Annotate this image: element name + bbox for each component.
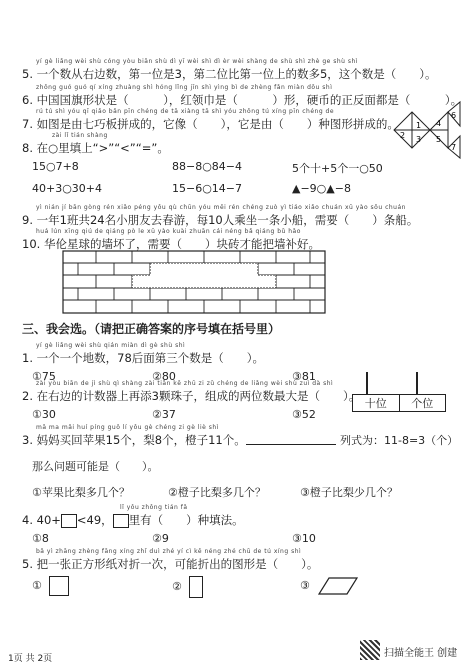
choice-question-4 — [22, 512, 244, 528]
svg-text:3: 3 — [416, 135, 422, 144]
rectangle-shape — [189, 576, 203, 598]
q6-pinyin: zhōng guó guó qí xíng zhuàng shì hóng lǐng jīn shì yìng bì de zhèng fǎn miàn dōu shì — [36, 84, 333, 91]
c3-option: ①苹果比梨多几个？ — [32, 486, 130, 499]
c2-option: ①30 — [32, 408, 56, 421]
c4-option: ②9 — [152, 532, 169, 545]
c4-text-a: 4. 40+ — [22, 513, 61, 527]
q5-pinyin: yí gè liǎng wèi shù cóng yòu biān shù dì yī wèi shì dì èr wèi shàng de shù shì zhè ge shù shì — [36, 58, 358, 65]
c3-pinyin: mā ma mǎi huí píng guǒ lí yǒu gè chéng zi gè liè shì — [36, 424, 219, 431]
question-6: 6. 中国国旗形状是（ ），红领巾是（ ）形，硬币的正反面都是（ ）。 — [22, 93, 463, 107]
c5-option — [172, 576, 203, 598]
c4-option: ①8 — [32, 532, 49, 545]
c3-option: ②橙子比梨多几个？ — [168, 486, 266, 499]
blank-box — [113, 514, 129, 528]
c1-pinyin: yí gè liǎng wèi shù qián miàn dì gè shù shì — [36, 342, 186, 349]
abacus-ones-label: 个位 — [411, 397, 434, 410]
q10-pinyin: huá lún xīng qiú de qiáng pò le xū yào kuài zhuān cái néng bǎ qiáng bǔ hǎo — [36, 228, 301, 235]
scanner-brand: 扫描全能王 创建 — [384, 648, 458, 659]
svg-text:7: 7 — [451, 143, 457, 152]
c2-option: ③52 — [292, 408, 316, 421]
q8-pinyin: zài lǐ tián shàng — [52, 132, 108, 139]
c5-option — [300, 576, 359, 596]
q8-item: ▲−9○▲−8 — [292, 182, 351, 195]
c3-formula: 列式为：11-8=3（个） — [340, 434, 459, 447]
c4-pinyin: lǐ yǒu zhǒng tián fǎ — [120, 504, 188, 511]
abacus-counter — [352, 372, 446, 412]
page-number: 1页 共 2页 — [8, 654, 53, 664]
question-9: 9. 一年1班共24名小朋友去春游，每10人乘坐一条小船，需要（ ）条船。 — [22, 213, 419, 227]
choice-question-5: 5. 把一张正方形纸对折一次，可能折出的图形是（ ）。 — [22, 557, 319, 571]
q8-item: 40+3○30+4 — [32, 182, 103, 195]
q8-item: 88−8○84−4 — [172, 160, 243, 173]
question-5: 5. 一个数从右边数，第一位是3，第二位比第一位上的数多5，这个数是（ ）。 — [22, 67, 437, 81]
c5-option-label: ② — [172, 580, 182, 593]
c1-option: ③81 — [292, 370, 316, 383]
svg-text:6: 6 — [451, 111, 457, 120]
c4-text-c: 里有（ ）种填法。 — [128, 513, 244, 527]
c5-option-label: ③ — [300, 579, 310, 592]
qr-code-icon — [360, 640, 380, 660]
c1-option: ①75 — [32, 370, 56, 383]
section-3-title: 三、我会选。（请把正确答案的序号填在括号里） — [22, 322, 281, 336]
question-7: 7. 如图是由七巧板拼成的，它像（ ），它是由（ ）种图形拼成的。 — [22, 117, 399, 131]
svg-text:2: 2 — [400, 131, 406, 140]
c1-option: ②80 — [152, 370, 176, 383]
choice-question-3: 3. 妈妈买回苹果15个，梨8个，橙子11个。 — [22, 433, 246, 447]
square-shape — [49, 576, 69, 596]
abacus-tens-label: 十位 — [353, 395, 400, 411]
q9-pinyin: yì nián jí bān gòng rén xiǎo péng yǒu qù chūn yóu měi rén chéng zuò yì tiáo xiǎo chuán xū yào sōu chuán — [36, 204, 406, 211]
svg-text:4: 4 — [436, 119, 442, 128]
c2-option: ②37 — [152, 408, 176, 421]
q7-pinyin: rú tú shì yóu qī qiǎo bǎn pīn chéng de tā xiàng tā shì yóu zhǒng tú xíng pīn chéng de — [36, 108, 335, 115]
c4-text-b: <49， — [76, 513, 113, 527]
answer-blank-line — [246, 444, 336, 445]
question-8: 8. 在○里填上“>”“<”“=”。 — [22, 141, 169, 155]
choice-question-2: 2. 在右边的计数器上再添3颗珠子，组成的两位数最大是（ ）。 — [22, 389, 361, 403]
q8-item: 5个十+5个一○50 — [292, 162, 383, 175]
q8-item: 15−6○14−7 — [172, 182, 243, 195]
svg-text:5: 5 — [436, 135, 442, 144]
blank-box — [61, 514, 77, 528]
brick-wall-figure — [62, 250, 326, 314]
parallelogram-shape — [317, 576, 359, 596]
c5-option — [32, 576, 69, 596]
choice-question-1: 1. 一个一个地数，78后面第三个数是（ ）。 — [22, 351, 265, 365]
c3-sub-question: 那么问题可能是（ ）。 — [32, 460, 159, 473]
c5-pinyin: bǎ yì zhāng zhèng fāng xíng zhǐ duì zhé yí cì kě néng zhé chū de tú xíng shì — [36, 548, 302, 555]
c4-option: ③10 — [292, 532, 316, 545]
c5-option-label: ① — [32, 579, 42, 592]
question-10: 10. 华伦星球的墙坏了，需要（ ）块砖才能把墙补好。 — [22, 237, 320, 251]
q8-item: 15○7+8 — [32, 160, 79, 173]
c2-pinyin: zài yòu biān de jì shù qì shàng zài tiān kē zhū zi zǔ chéng de liǎng wèi shù zuì dà shì — [36, 380, 334, 387]
tangram-fish-figure — [392, 98, 462, 160]
c3-option: ③橙子比梨少几个？ — [300, 486, 398, 499]
svg-text:1: 1 — [416, 121, 422, 130]
